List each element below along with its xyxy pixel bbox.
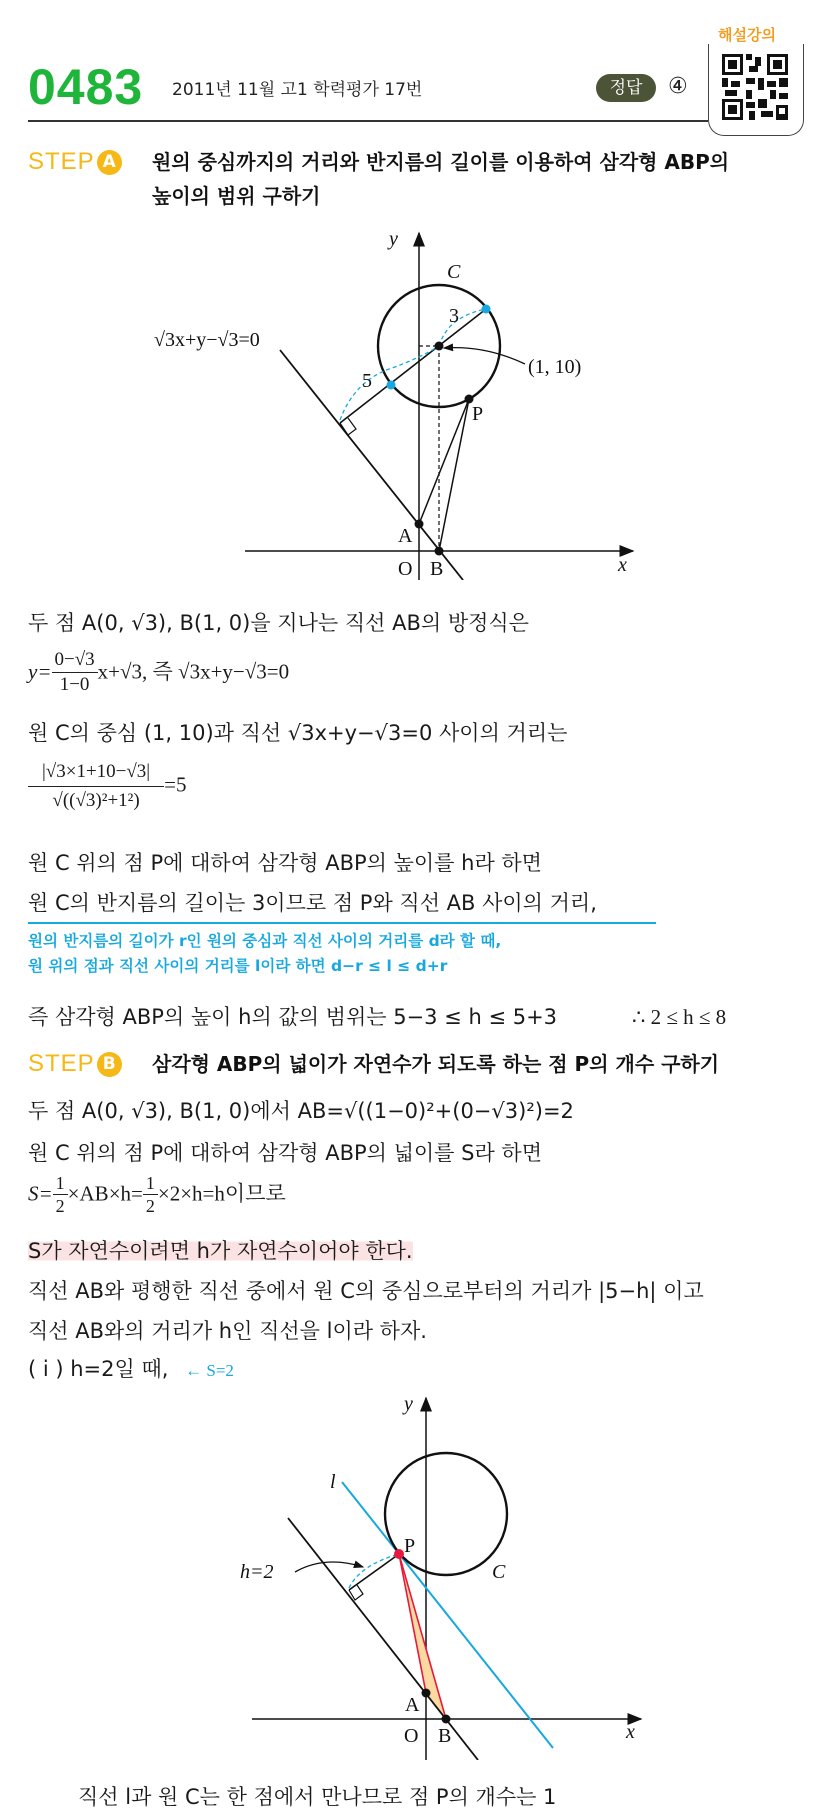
step-letter-badge: B [97, 1052, 122, 1077]
text-parallel-line-def: 직선 AB와 평행한 직선 중에서 원 C의 중심으로부터의 거리가 |5−h| 이고 [28, 1279, 704, 1303]
text-case-h2: ( i ) h=2일 때, ← S=2 [28, 1357, 234, 1381]
text-distance-intro: 원 C의 중심 (1, 10)과 직선 √3x+y−√3=0 사이의 거리는 [28, 721, 568, 745]
header-divider [28, 120, 708, 122]
text-height-def: 원 C 위의 점 P에 대하여 삼각형 ABP의 높이를 h라 하면 [28, 851, 542, 875]
text-area-formula: S= $\frac{1}{2}$ ×AB×h= $\frac{1}{2}$ ×2×h=h이므로 [28, 1173, 286, 1216]
svg-text:5: 5 [362, 370, 372, 392]
step-a-label [28, 148, 122, 176]
svg-text:l: l [330, 1471, 336, 1493]
svg-text:P: P [472, 403, 484, 425]
text-line-l-def: 직선 AB와의 거리가 h인 직선을 l이라 하자. [28, 1319, 427, 1343]
text-conclusion: 직선 l과 원 C는 한 점에서 만나므로 점 P의 개수는 1 [78, 1785, 557, 1809]
svg-text:B: B [438, 1725, 452, 1747]
text-height-result: ∴ 2 ≤ h ≤ 8 [632, 1005, 727, 1029]
svg-text:(1, 10): (1, 10) [528, 356, 582, 378]
figure-case-h2-diagram [200, 1380, 660, 1760]
blue-underline [28, 922, 656, 924]
text-natural-number-condition: S가 자연수이려면 h가 자연수이어야 한다. [28, 1239, 413, 1263]
svg-text:3: 3 [449, 305, 459, 327]
figure-circle-line-diagram [140, 220, 660, 580]
qr-lecture-label: 해설강의 [718, 26, 776, 44]
svg-text:x: x [618, 554, 627, 576]
svg-text:y: y [389, 228, 398, 250]
step-b-label [28, 1050, 122, 1078]
step-a-title-line2: 높이의 범위 구하기 [152, 184, 321, 208]
svg-text:y: y [404, 1393, 413, 1415]
text-line-ab-equation: y= $\frac{0-√3}{1-0}$ x+√3, 즉 √3x+y−√3=0 [28, 649, 290, 695]
svg-text:x: x [626, 1721, 635, 1743]
svg-text:C: C [447, 261, 461, 283]
svg-text:P: P [404, 1535, 416, 1557]
svg-text:A: A [405, 1694, 420, 1716]
svg-text:A: A [398, 525, 413, 547]
step-letter-badge: A [97, 150, 122, 175]
svg-text:B: B [430, 558, 444, 580]
svg-text:C: C [492, 1561, 506, 1583]
step-b-title: 삼각형 ABP의 넓이가 자연수가 되도록 하는 점 P의 개수 구하기 [152, 1052, 720, 1076]
step-a-title-line1: 원의 중심까지의 거리와 반지름의 길이를 이용하여 삼각형 ABP의 [152, 150, 730, 174]
svg-text:O: O [398, 558, 413, 580]
svg-text:O: O [404, 1725, 419, 1747]
step-tag: STEP [28, 148, 95, 175]
answer-value: ④ [668, 74, 688, 99]
text-radius-statement: 원 C의 반지름의 길이는 3이므로 점 P와 직선 AB 사이의 거리, [28, 891, 597, 915]
answer-badge: 정답 [596, 74, 656, 102]
qr-code-icon[interactable] [722, 52, 788, 122]
note-line-2: 원 위의 점과 직선 사이의 거리를 l이라 하면 d−r ≤ l ≤ d+r [28, 957, 448, 975]
text-distance-formula: $\frac{|√3\times 1+10-√3|}{\text{√((√3)²+1²)}}$ =5 [28, 758, 186, 815]
svg-text:√3x+y−√3=0: √3x+y−√3=0 [154, 329, 260, 351]
text-line-ab-equation-intro: 두 점 A(0, √3), B(1, 0)을 지나는 직선 AB의 방정식은 [28, 611, 529, 635]
text-ab-length: 두 점 A(0, √3), B(1, 0)에서 AB=√((1−0)²+(0−√3)²)=2 [28, 1099, 574, 1123]
text-height-range: 즉 삼각형 ABP의 높이 h의 값의 범위는 5−3 ≤ h ≤ 5+3 [28, 1005, 558, 1029]
step-tag: STEP [28, 1050, 95, 1077]
problem-source: 2011년 11월 고1 학력평가 17번 [172, 80, 423, 100]
svg-text:h=2: h=2 [240, 1561, 274, 1583]
text-area-def: 원 C 위의 점 P에 대하여 삼각형 ABP의 넓이를 S라 하면 [28, 1141, 542, 1165]
problem-number: 0483 [28, 59, 144, 115]
note-line-1: 원의 반지름의 길이가 r인 원의 중심과 직선 사이의 거리를 d라 할 때, [28, 932, 502, 950]
